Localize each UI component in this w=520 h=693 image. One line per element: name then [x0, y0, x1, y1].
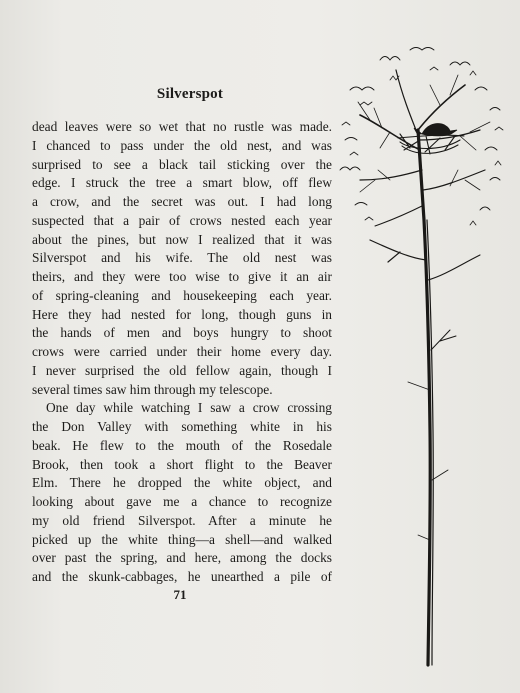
text-line: dead leaves were so wet that no rustle was made.	[32, 119, 332, 134]
body-text	[32, 118, 332, 587]
text-line: several times saw him through my telescope.	[32, 381, 273, 397]
text-line: Brook, then took a short flight to the Beaver	[32, 456, 332, 472]
text-line: the Don Valley with something white in his	[32, 419, 332, 434]
text-line: looking about gave me a chance to recognize	[32, 494, 332, 509]
text-line: Elm. There he dropped the white object, and	[32, 475, 332, 491]
running-title: Silverspot	[156, 86, 224, 102]
tree-with-crow-nest-icon	[330, 30, 520, 670]
text-line: the hands of men and boys hungry to shoot	[32, 325, 332, 341]
text-line: surprised to see a black tail sticking over the	[32, 156, 332, 172]
text-line: I chanced to pass under the old nest, and was	[32, 137, 332, 153]
text-line: picked up the white thing—a shell—and walked	[32, 531, 332, 547]
text-line: edge. I struck the tree a smart blow, off flew	[32, 175, 332, 191]
text-line: theirs, and they were too wise to give it an air	[32, 269, 332, 284]
text-line: crows were carried under their home every day.	[32, 344, 332, 359]
tree-drawing	[340, 48, 503, 666]
text-line: over past the spring, and here, among the docks	[32, 550, 332, 566]
text-line: One day while watching I saw a crow crossing	[46, 400, 332, 416]
text-line: about the pines, but now I realized that it was	[32, 231, 332, 247]
text-line: of spring-cleaning and housekeeping each year.	[32, 287, 332, 303]
text-line: I never surprised the old fellow again, though I	[32, 362, 332, 378]
text-line: Silverspot and his wife. The old nest was	[32, 250, 332, 266]
text-line: my old friend Silverspot. After a minute he	[32, 512, 332, 528]
text-line: a crow, and the secret was out. I had long	[32, 194, 332, 209]
text-line: and the skunk-cabbages, he unearthed a pile of	[32, 569, 332, 584]
page-number: 71	[173, 587, 187, 602]
text-line: suspected that a pair of crows nested each year	[32, 212, 332, 228]
text-line: beak. He flew to the mouth of the Rosedale	[32, 437, 332, 453]
text-line: Here they had nested for long, though guns in	[32, 306, 332, 322]
